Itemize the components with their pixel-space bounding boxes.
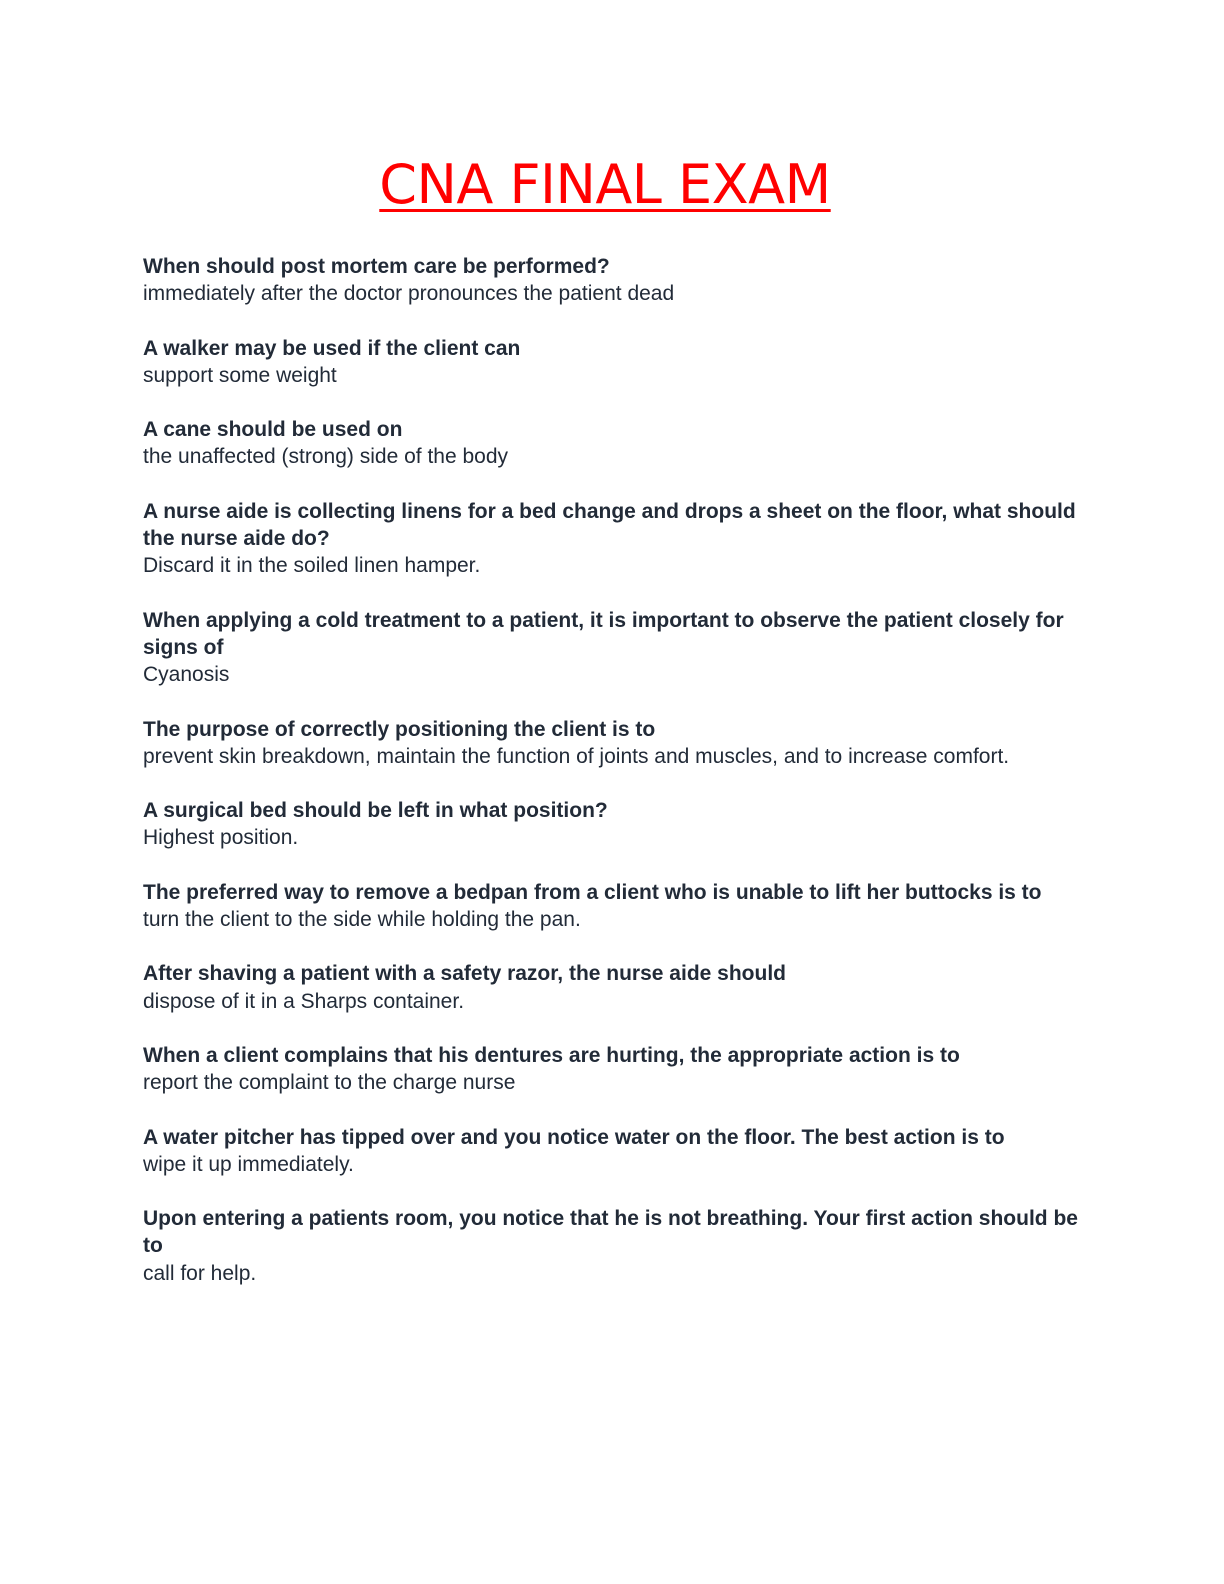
- question-text: A water pitcher has tipped over and you notice water on the floor. The best action is to: [143, 1125, 1005, 1149]
- answer-text: the unaffected (strong) side of the body: [143, 445, 509, 469]
- question-text: A nurse aide is collecting linens for a bed change and drops a sheet on the floor, what should the nurse aide do?: [143, 499, 1076, 551]
- qa-item-4: [143, 498, 1103, 580]
- qa-item-3: [143, 416, 1103, 471]
- answer-text: wipe it up immediately.: [143, 1152, 354, 1176]
- question-text: The preferred way to remove a bedpan from a client who is unable to lift her buttocks is to: [143, 880, 1042, 904]
- qa-item-7: [143, 797, 1103, 852]
- answer-text: report the complaint to the charge nurse: [143, 1071, 516, 1095]
- question-answer-list: [143, 253, 1103, 1314]
- question-text: A surgical bed should be left in what position?: [143, 799, 608, 823]
- question-text: When a client complains that his dentures are hurting, the appropriate action is to: [143, 1043, 960, 1067]
- qa-item-1: [143, 253, 1103, 308]
- page-title: CNA FINAL EXAM: [379, 153, 831, 216]
- question-text: The purpose of correctly positioning the client is to: [143, 717, 656, 741]
- qa-item-10: [143, 1042, 1103, 1097]
- question-text: Upon entering a patients room, you notice that he is not breathing. Your first action should be to: [143, 1207, 1078, 1258]
- answer-text: Cyanosis: [143, 663, 230, 687]
- answer-text: Highest position.: [143, 826, 299, 850]
- answer-text: dispose of it in a Sharps container.: [143, 989, 465, 1013]
- answer-text: support some weight: [143, 363, 337, 387]
- question-text: A cane should be used on: [143, 418, 403, 442]
- answer-text: call for help.: [143, 1261, 257, 1285]
- answer-text: immediately after the doctor pronounces the patient dead: [143, 282, 675, 306]
- answer-text: turn the client to the side while holding the pan.: [143, 908, 581, 932]
- answer-text: Discard it in the soiled linen hamper.: [143, 554, 481, 578]
- qa-item-9: [143, 960, 1103, 1015]
- qa-item-11: [143, 1124, 1103, 1179]
- qa-item-2: [143, 335, 1103, 390]
- question-text: When should post mortem care be performed?: [143, 255, 610, 278]
- qa-item-5: [143, 607, 1103, 689]
- answer-text: prevent skin breakdown, maintain the function of joints and muscles, and to increase comfort.: [143, 744, 1010, 768]
- question-text: A walker may be used if the client can: [143, 336, 521, 360]
- question-text: When applying a cold treatment to a patient, it is important to observe the patient closely for signs of: [143, 608, 1064, 659]
- qa-item-8: [143, 879, 1103, 934]
- qa-item-12: [143, 1205, 1103, 1287]
- question-text: After shaving a patient with a safety razor, the nurse aide should: [143, 962, 786, 986]
- qa-item-6: [143, 716, 1103, 771]
